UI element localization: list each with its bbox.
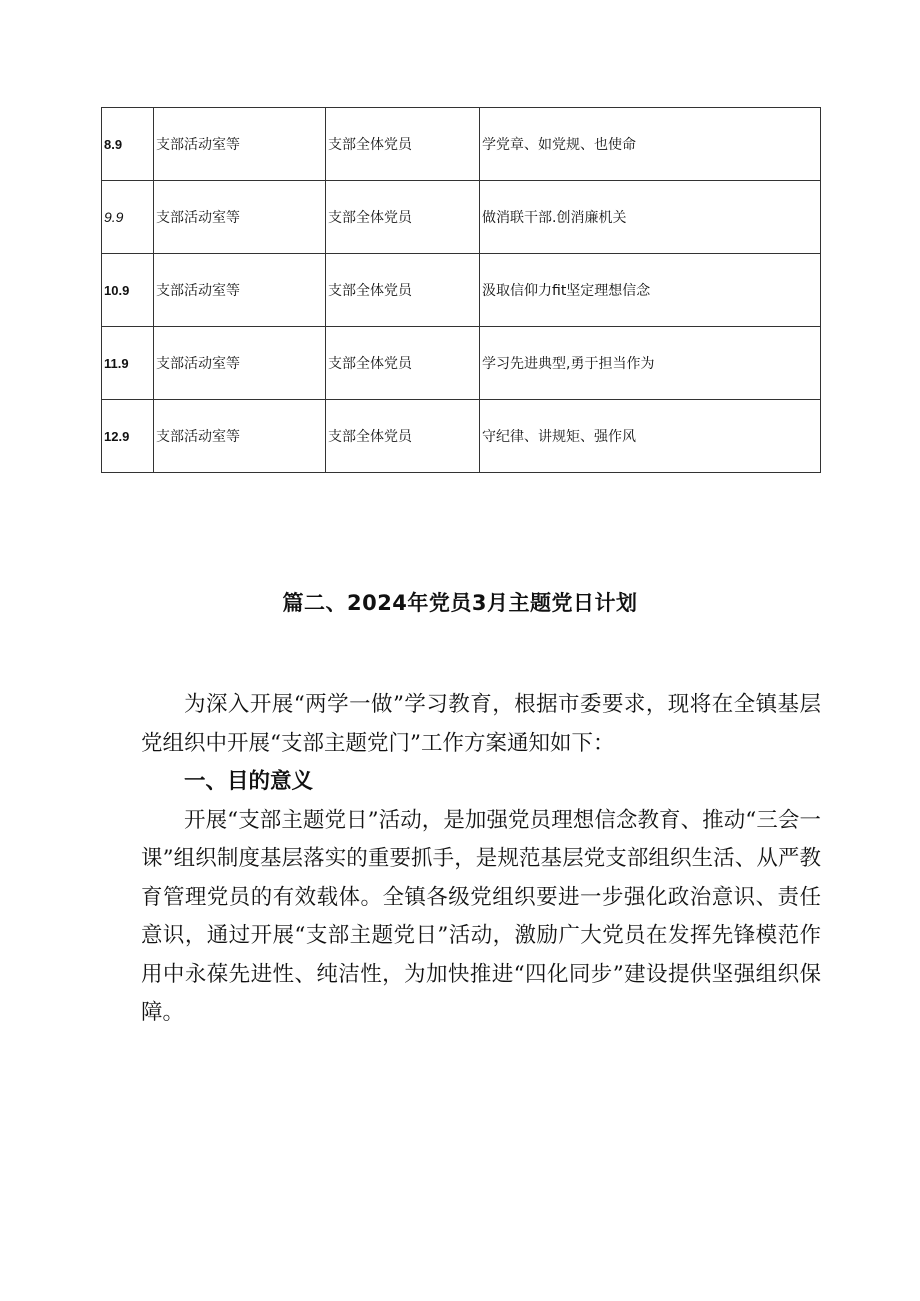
- table-row: [102, 327, 821, 400]
- place-cell: 支部活动室等: [154, 327, 326, 400]
- section-title: 篇二、2024年党员3月主题党日计划: [282, 591, 638, 615]
- table-row: [102, 108, 821, 181]
- date-cell: 9.9: [102, 181, 154, 254]
- participants-cell: 支部全体党员: [326, 327, 480, 400]
- intro-paragraph: 为深入开展“两学一做”学习教育，根据市委要求，现将在全镇基层党组织中开展“支部主题党门”工作方案通知如下：: [141, 692, 821, 756]
- topic-cell: 学党章、如党规、也使命: [480, 108, 821, 181]
- participants-cell: 支部全体党员: [326, 400, 480, 473]
- table-row: [102, 254, 821, 327]
- participants-cell: 支部全体党员: [326, 254, 480, 327]
- topic-cell: 做消联干部.创消廉机关: [480, 181, 821, 254]
- place-cell: 支部活动室等: [154, 254, 326, 327]
- place-cell: 支部活动室等: [154, 400, 326, 473]
- topic-cell: 学习先进典型,勇于担当作为: [480, 327, 821, 400]
- date-cell: 8.9: [102, 108, 154, 181]
- topic-cell: 守纪律、讲规矩、强作风: [480, 400, 821, 473]
- date-cell: 10.9: [102, 254, 154, 327]
- participants-cell: 支部全体党员: [326, 181, 480, 254]
- table-row: [102, 400, 821, 473]
- place-cell: 支部活动室等: [154, 108, 326, 181]
- purpose-paragraph: 开展“支部主题党日”活动，是加强党员理想信念教育、推动“三会一课”组织制度基层落实的重要抓手，是规范基层党支部组织生活、从严教育管理党员的有效载体。全镇各级党组织要进一步强化政治意识、责任意识，通过开展“支部主题党日”活动，激励广大党员在发挥先锋模范作用中永葆先进性、纯洁性，为加快推进“四化同步”建设提供坚强组织保障。: [141, 807, 821, 1025]
- activity-schedule-table: [101, 107, 821, 473]
- table-row: [102, 181, 821, 254]
- heading-purpose: 一、目的意义: [184, 769, 314, 794]
- date-cell: 11.9: [102, 327, 154, 400]
- participants-cell: 支部全体党员: [326, 108, 480, 181]
- place-cell: 支部活动室等: [154, 181, 326, 254]
- date-cell: 12.9: [102, 400, 154, 473]
- topic-cell: 汲取信仰力fit坚定理想信念: [480, 254, 821, 327]
- document-body: [141, 686, 821, 1033]
